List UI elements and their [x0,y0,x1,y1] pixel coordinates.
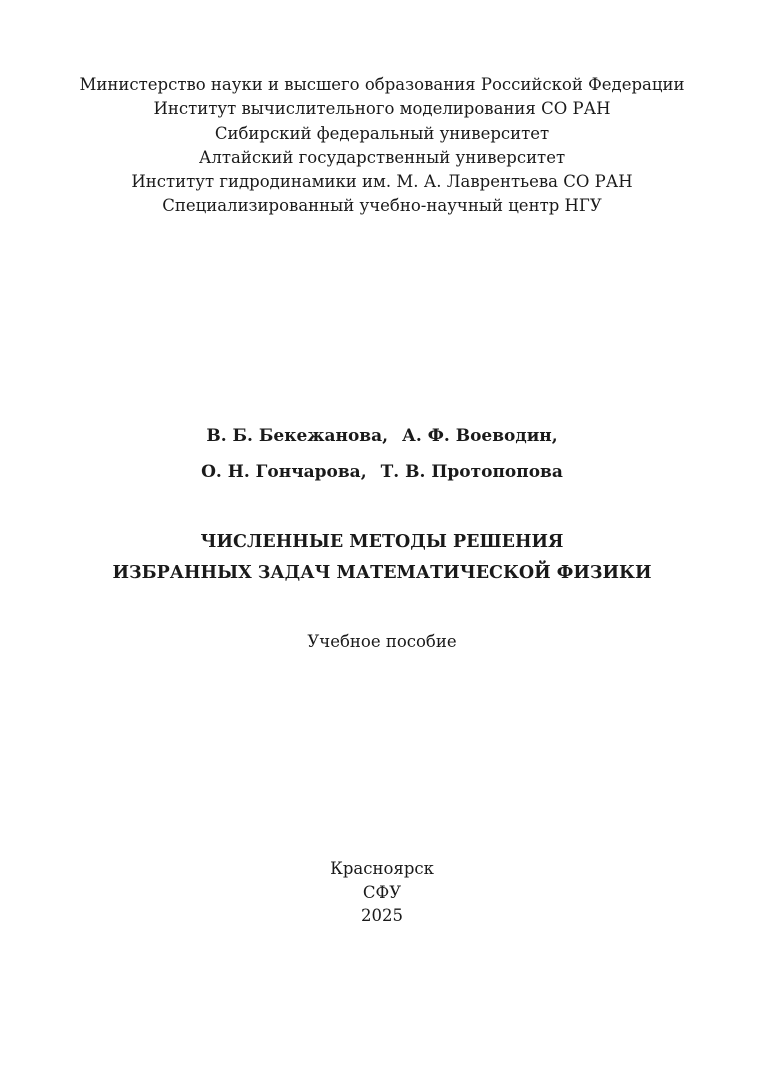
imprint-publisher: СФУ [362,882,402,902]
authors-row-2 [0,454,764,490]
authors-block [0,418,764,490]
institution-line: Сибирский федеральный университет [214,123,550,143]
institution-line: Институт гидродинамики им. М. А. Лаврентьева СО РАН [131,172,633,192]
institution-line: Институт вычислительного моделирования СО РАН [153,99,611,119]
institutions-list [0,73,764,219]
imprint-year: 2025 [361,906,403,925]
author-name: А. Ф. Воеводин, [402,426,558,446]
book-title-line-2: ИЗБРАННЫХ ЗАДАЧ МАТЕМАТИЧЕСКОЙ ФИЗИКИ [112,563,652,583]
author-name: О. Н. Гончарова, [201,462,367,482]
publication-type: Учебное пособие [307,632,457,651]
institution-line: Министерство науки и высшего образования Российской Федерации [79,75,685,94]
imprint [0,857,764,928]
imprint-city: Красноярск [330,859,434,878]
author-name: В. Б. Бекежанова, [206,426,389,446]
institution-line: Алтайский государственный университет [198,147,566,167]
book-title [0,527,764,589]
book-title-line-1: ЧИСЛЕННЫЕ МЕТОДЫ РЕШЕНИЯ [200,532,564,552]
author-name: Т. В. Протопопова [380,462,563,482]
institution-line: Специализированный учебно-научный центр НГУ [162,196,602,216]
authors-row-1 [0,418,764,454]
